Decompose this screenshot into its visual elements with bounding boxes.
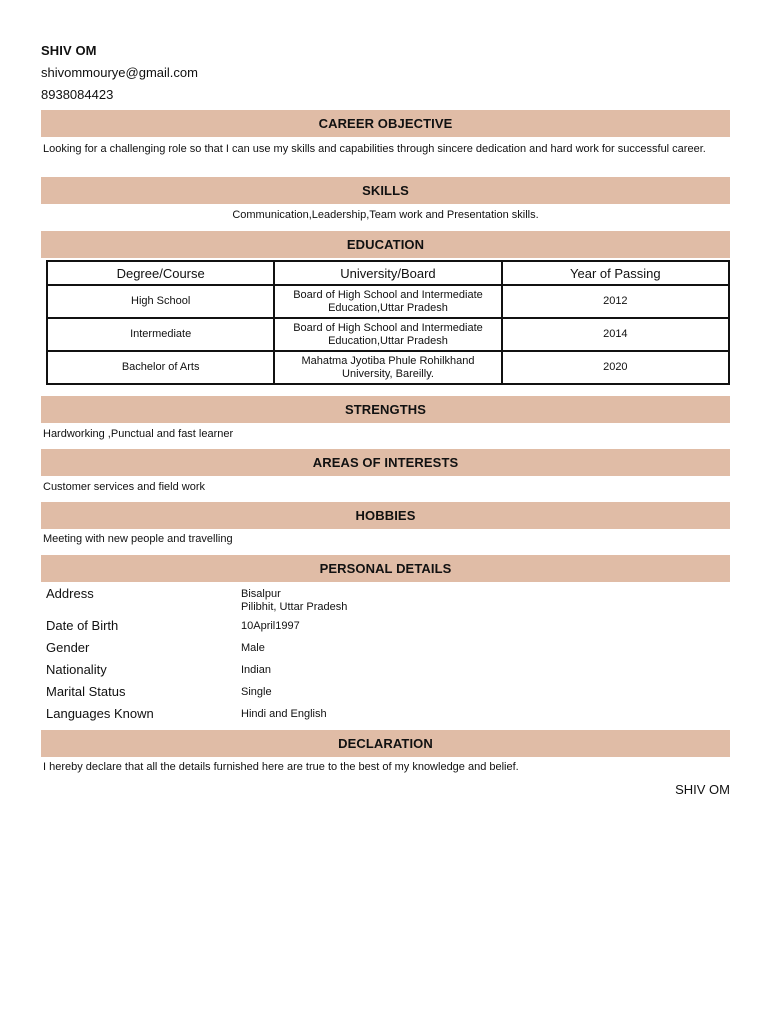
university-cell: Board of High School and Intermediate Education,Uttar Pradesh bbox=[274, 318, 501, 351]
declaration-text: I hereby declare that all the details furnished here are true to the best of my knowledge and belief. bbox=[43, 761, 519, 773]
candidate-name: SHIV OM bbox=[41, 43, 97, 58]
gender-label: Gender bbox=[46, 640, 90, 655]
interests-text: Customer services and field work bbox=[43, 481, 206, 493]
address-line-1: Bisalpur bbox=[241, 588, 281, 600]
dob-label: Date of Birth bbox=[46, 618, 119, 633]
degree-cell: High School bbox=[47, 285, 274, 318]
skills-heading: SKILLS bbox=[41, 177, 730, 204]
languages-value: Hindi and English bbox=[241, 708, 327, 720]
degree-cell: Intermediate bbox=[47, 318, 274, 351]
year-cell: 2014 bbox=[502, 318, 729, 351]
column-header-year: Year of Passing bbox=[502, 261, 729, 285]
nationality-label: Nationality bbox=[46, 662, 107, 677]
address-label: Address bbox=[46, 586, 94, 601]
candidate-phone: 8938084423 bbox=[41, 87, 114, 102]
gender-value: Male bbox=[241, 642, 265, 654]
signature-name: SHIV OM bbox=[675, 782, 730, 797]
declaration-heading: DECLARATION bbox=[41, 730, 730, 757]
personal-details-heading: PERSONAL DETAILS bbox=[41, 555, 730, 582]
skills-text: Communication,Leadership,Team work and Presentation skills. bbox=[232, 209, 539, 221]
nationality-value: Indian bbox=[241, 664, 271, 676]
table-row bbox=[47, 351, 729, 384]
marital-status-value: Single bbox=[241, 686, 272, 698]
degree-cell: Bachelor of Arts bbox=[47, 351, 274, 384]
table-row bbox=[47, 285, 729, 318]
table-row bbox=[47, 318, 729, 351]
career-objective-text: Looking for a challenging role so that I can use my skills and capabilities through sincere dedication and hard work for successful career. bbox=[43, 143, 706, 155]
hobbies-heading: HOBBIES bbox=[41, 502, 730, 529]
education-header-row bbox=[47, 261, 729, 285]
education-heading: EDUCATION bbox=[41, 231, 730, 258]
year-cell: 2012 bbox=[502, 285, 729, 318]
education-table bbox=[46, 260, 730, 385]
dob-value: 10April1997 bbox=[241, 620, 300, 632]
hobbies-text: Meeting with new people and travelling bbox=[43, 533, 233, 545]
languages-label: Languages Known bbox=[46, 706, 154, 721]
column-header-degree: Degree/Course bbox=[47, 261, 274, 285]
address-value bbox=[241, 588, 347, 613]
strengths-text: Hardworking ,Punctual and fast learner bbox=[43, 428, 234, 440]
year-cell: 2020 bbox=[502, 351, 729, 384]
strengths-heading: STRENGTHS bbox=[41, 396, 730, 423]
university-cell: Board of High School and Intermediate Education,Uttar Pradesh bbox=[274, 285, 501, 318]
column-header-university: University/Board bbox=[274, 261, 501, 285]
address-line-2: Pilibhit, Uttar Pradesh bbox=[241, 600, 348, 613]
candidate-email: shivommourye@gmail.com bbox=[41, 65, 198, 80]
interests-heading: AREAS OF INTERESTS bbox=[41, 449, 730, 476]
career-objective-heading: CAREER OBJECTIVE bbox=[41, 110, 730, 137]
marital-status-label: Marital Status bbox=[46, 684, 126, 699]
university-cell: Mahatma Jyotiba Phule Rohilkhand University, Bareilly. bbox=[274, 351, 501, 384]
